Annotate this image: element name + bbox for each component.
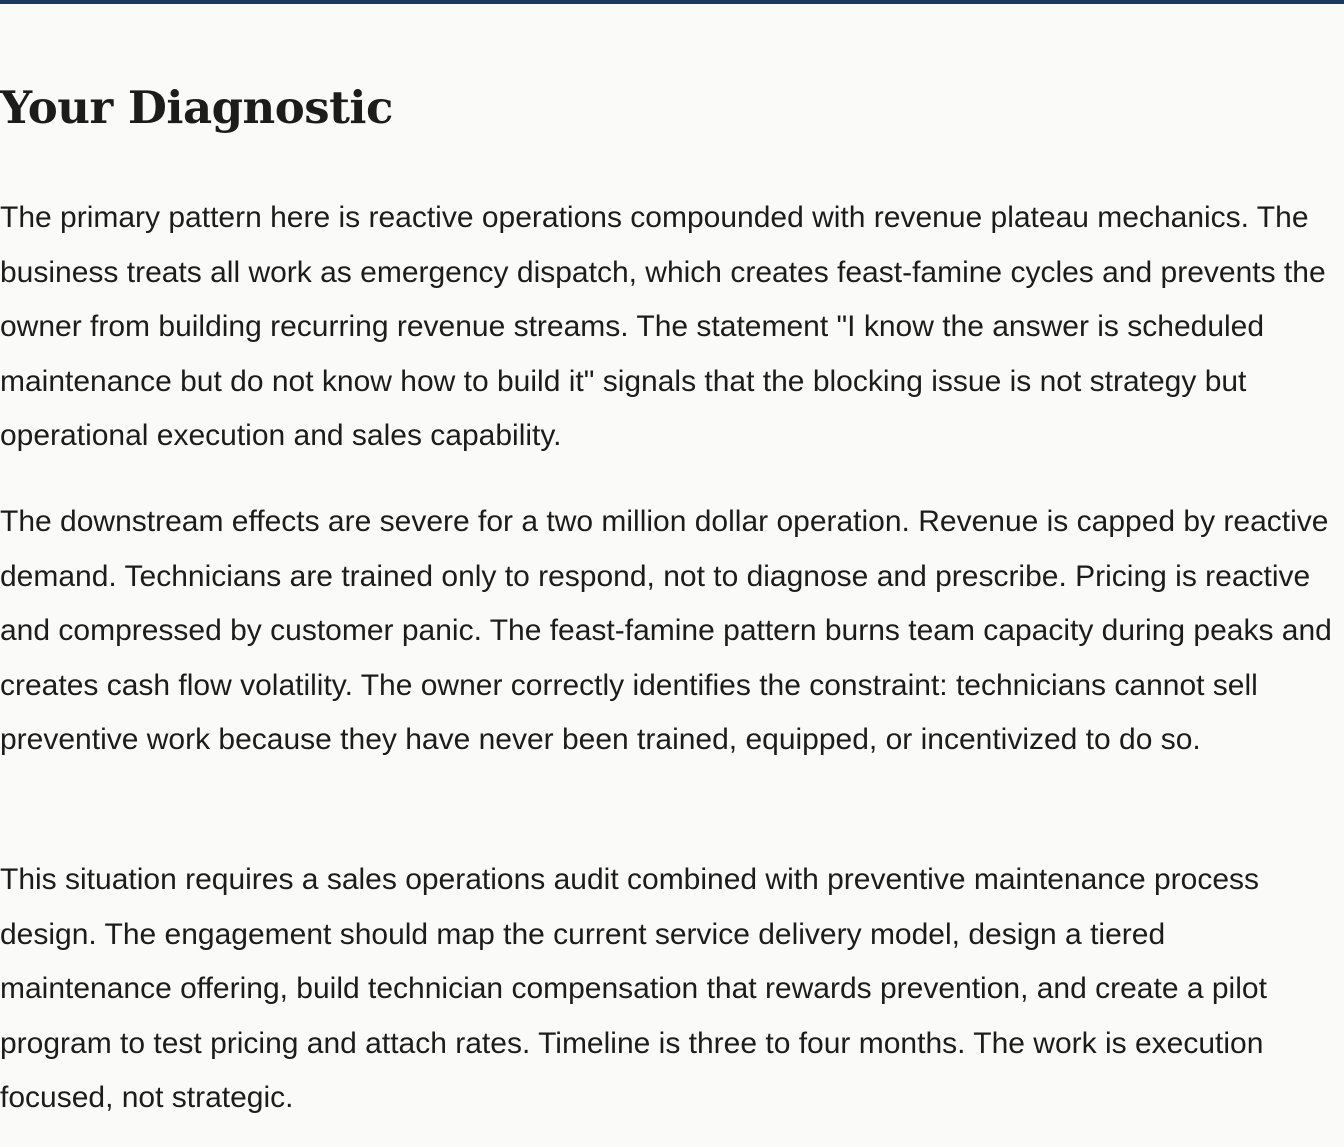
diagnostic-paragraph-1: The primary pattern here is reactive operations compounded with revenue plateau mechanics. The business treats all work as emergency dispatch, which creates feast-famine cycles and prevents the owner from building recurring revenue streams. The statement "I know the answer is scheduled maintenance but do not know how to build it" signals that the blocking issue is not strategy but operational execution and sales capability. [0, 201, 1326, 452]
top-accent-bar [0, 0, 1344, 4]
diagnostic-paragraph-3: This situation requires a sales operations audit combined with preventive maintenance process design. The engagement should map the current service delivery model, design a tiered maintenance offering, build technician compensation that rewards prevention, and create a pilot program to test pricing and attach rates. Timeline is three to four months. The work is execution focused, not strategic. [0, 863, 1267, 1114]
page-title: Your Diagnostic [0, 81, 393, 134]
diagnostic-paragraph-2: The downstream effects are severe for a two million dollar operation. Revenue is capped by reactive demand. Technicians are trained only to respond, not to diagnose and prescribe. Pricing is reactive and compressed by customer panic. The feast-famine pattern burns team capacity during peaks and creates cash flow volatility. The owner correctly identifies the constraint: technicians cannot sell preventive work because they have never been trained, equipped, or incentivized to do so. [0, 505, 1332, 756]
